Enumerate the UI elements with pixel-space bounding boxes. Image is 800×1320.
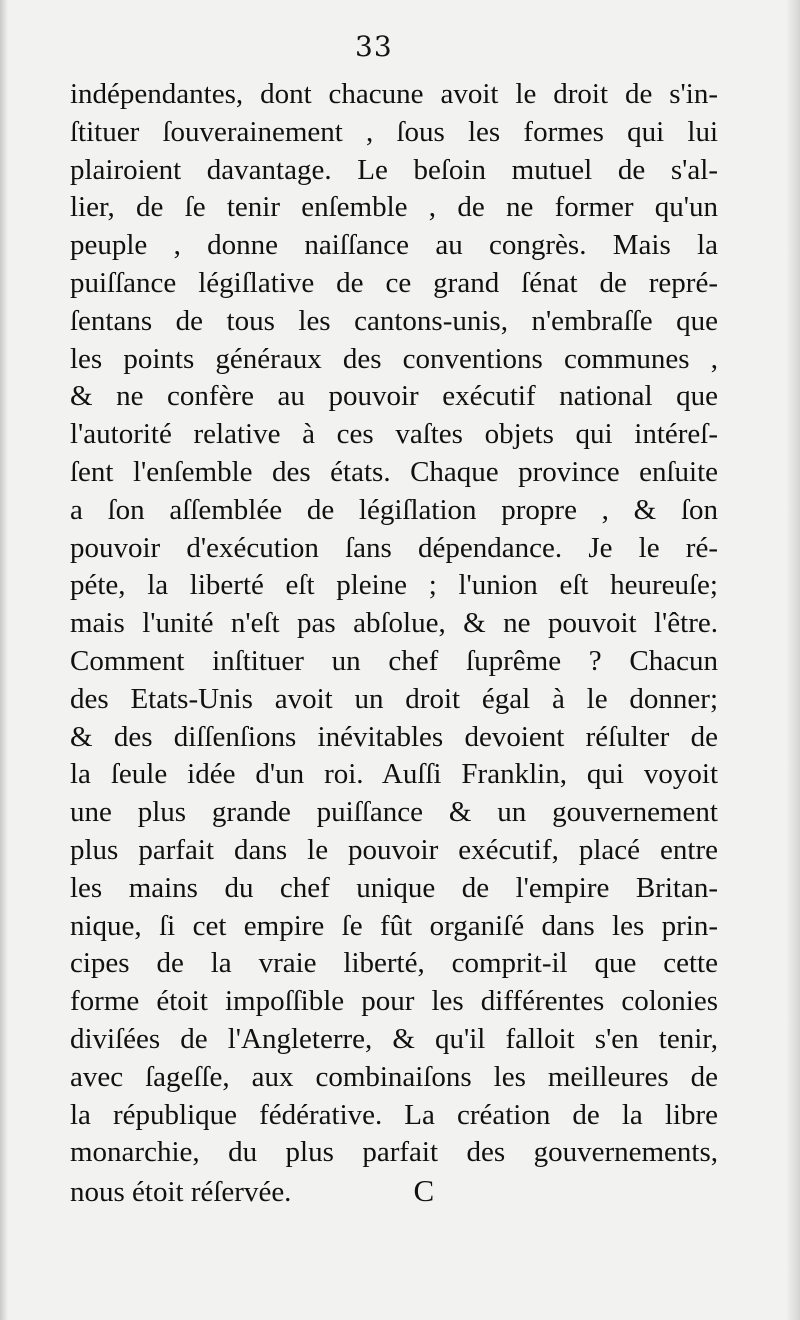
page-right-edge-shadow <box>786 0 800 1320</box>
text-line: ſent l'enſemble des états. Chaque province enſuite <box>70 455 718 488</box>
text-line: lier, de ſe tenir enſemble , de ne former qu'un <box>70 191 718 224</box>
text-line: plus parfait dans le pouvoir exécutif, placé entre <box>70 833 718 866</box>
text-line: peuple , donne naiſſance au congrès. Mais la <box>70 229 718 262</box>
text-line: l'autorité relative à ces vaſtes objets qui intéreſ- <box>70 418 718 451</box>
page-left-edge-shadow <box>0 0 8 1320</box>
text-line: mais l'unité n'eſt pas abſolue, & ne pouvoit l'être. <box>70 607 718 640</box>
text-line: puiſſance légiſlative de ce grand ſénat de repré- <box>70 266 718 299</box>
text-line: des Etats-Unis avoit un droit égal à le donner; <box>70 682 718 715</box>
text-line: ſentans de tous les cantons-unis, n'embraſſe que <box>70 304 718 337</box>
text-line: Comment inſtituer un chef ſuprême ? Chacun <box>70 644 718 677</box>
text-line: indépendantes, dont chacune avoit le droit de s'in- <box>70 78 718 110</box>
body-text <box>70 76 718 1210</box>
text-line: une plus grande puiſſance & un gouvernement <box>70 796 718 829</box>
text-line: nous étoit réſervée. <box>70 1176 292 1209</box>
text-line: péte, la liberté eſt pleine ; l'union eſt heureuſe; <box>70 569 718 602</box>
text-line: ſtituer ſouverainement , ſous les formes qui lui <box>70 115 718 148</box>
text-line: avec ſageſſe, aux combinaiſons les meilleures de <box>70 1060 718 1093</box>
text-line: plairoient davantage. Le beſoin mutuel de s'al- <box>70 153 718 186</box>
text-line: forme étoit impoſſible pour les différentes colonies <box>70 985 718 1018</box>
text-line: nique, ſi cet empire ſe fût organiſé dans les prin- <box>70 909 718 942</box>
text-line: a ſon aſſemblée de légiſlation propre , & ſon <box>70 493 718 526</box>
text-line: la république fédérative. La création de la libre <box>70 1098 718 1131</box>
final-line <box>70 1172 718 1210</box>
text-line: diviſées de l'Angleterre, & qu'il falloit s'en tenir, <box>70 1022 718 1055</box>
signature-mark: C <box>413 1173 435 1209</box>
text-line: les points généraux des conventions communes , <box>70 342 718 375</box>
text-line: & ne confère au pouvoir exécutif national que <box>70 380 718 413</box>
text-line: les mains du chef unique de l'empire Britan- <box>70 871 718 904</box>
text-line: cipes de la vraie liberté, comprit-il que cette <box>70 947 718 980</box>
text-line: pouvoir d'exécution ſans dépendance. Je le ré- <box>70 531 718 564</box>
text-line: & des diſſenſions inévitables devoient réſulter de <box>70 720 718 753</box>
text-line: la ſeule idée d'un roi. Auſſi Franklin, qui voyoit <box>70 758 718 791</box>
page-number: 33 <box>355 30 393 63</box>
text-line: monarchie, du plus parfait des gouvernements, <box>70 1136 718 1169</box>
